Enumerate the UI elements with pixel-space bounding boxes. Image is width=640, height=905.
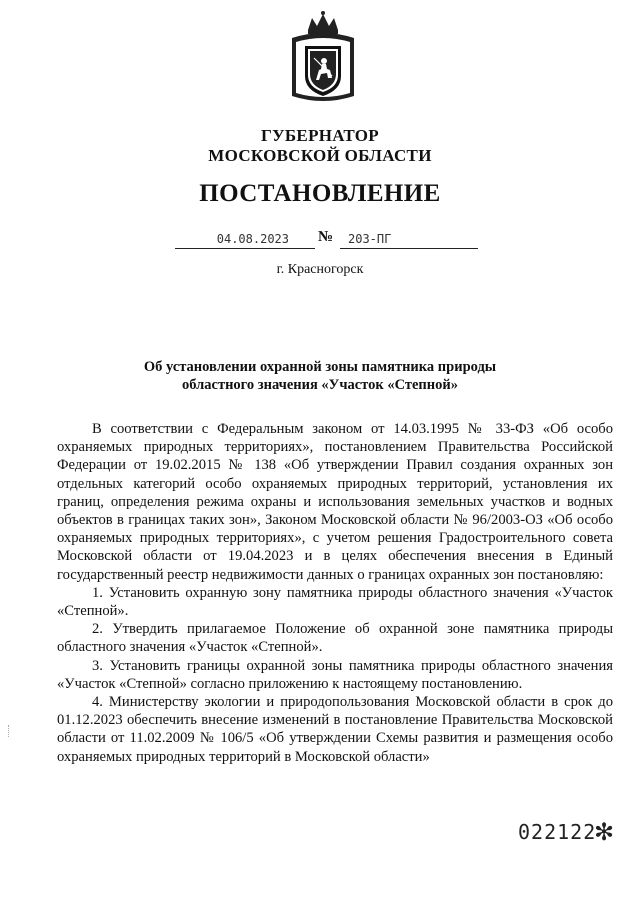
document-number: 203-ПГ: [348, 232, 392, 246]
date-field: [175, 230, 315, 249]
document-body: [57, 420, 613, 766]
document-subject: [0, 358, 640, 394]
subject-line-2: областного значения «Участок «Степной»: [182, 377, 458, 393]
coat-of-arms-icon: [286, 8, 360, 108]
preamble-paragraph: В соответствии с Федеральным законом от 14.03.1995 № 33-ФЗ «Об особо охраняемых природных территориях», постановлением Правительства Российской Федерации от 19.02.2015 № 138 «Об утверждении Правил создания охранных зон отдельных категорий особо охраняемых природных территорий, установления их границ, определения режима охраны и использования земельных участков и водных объектов в границах таких зон», Законом Московской области № 96/2003-ОЗ «Об особо охраняемых природных территориях», с учетом решения Градостроительного совета Московской области от 19.04.2023 и в целях обеспечения внесения в Единый государственный реестр недвижимости данных о границах охранных зон постановляю:: [57, 421, 613, 583]
margin-mark: [8, 725, 12, 737]
place-of-issue: г. Красногорск: [276, 262, 364, 277]
governor-heading: ГУБЕРНАТОР: [261, 126, 379, 145]
document-type-title: ПОСТАНОВЛЕНИЕ: [199, 180, 441, 207]
number-sign: №: [318, 229, 334, 245]
serial-number-stamp: 022122: [518, 820, 597, 844]
subject-line-1: Об установлении охранной зоны памятника природы: [143, 359, 497, 375]
resolution-item-3: 3. Установить границы охранной зоны памятника природы областного значения «Участок «Степной» согласно приложению к настоящему постановлению.: [57, 657, 613, 692]
resolution-item-4: 4. Министерству экологии и природопользования Московской области в срок до 01.12.2023 обеспечить внесение изменений в постановление Правительства Московской области от 11.02.2009 № 106/5 «Об утверждении Схемы развития и размещения особо охраняемых природных территорий в Московской области»: [57, 694, 613, 765]
resolution-item-2: 2. Утвердить прилагаемое Положение об охранной зоне памятника природы областного значения «Участок «Степной».: [57, 621, 613, 656]
region-heading: МОСКОВСКОЙ ОБЛАСТИ: [208, 146, 432, 165]
resolution-item-1: 1. Установить охранную зону памятника природы областного значения «Участок «Степной».: [57, 584, 613, 620]
registration-line: [0, 230, 640, 252]
number-field: [340, 230, 478, 249]
asterisk-mark-icon: ✻: [594, 818, 615, 846]
document-date: 04.08.2023: [216, 232, 289, 246]
